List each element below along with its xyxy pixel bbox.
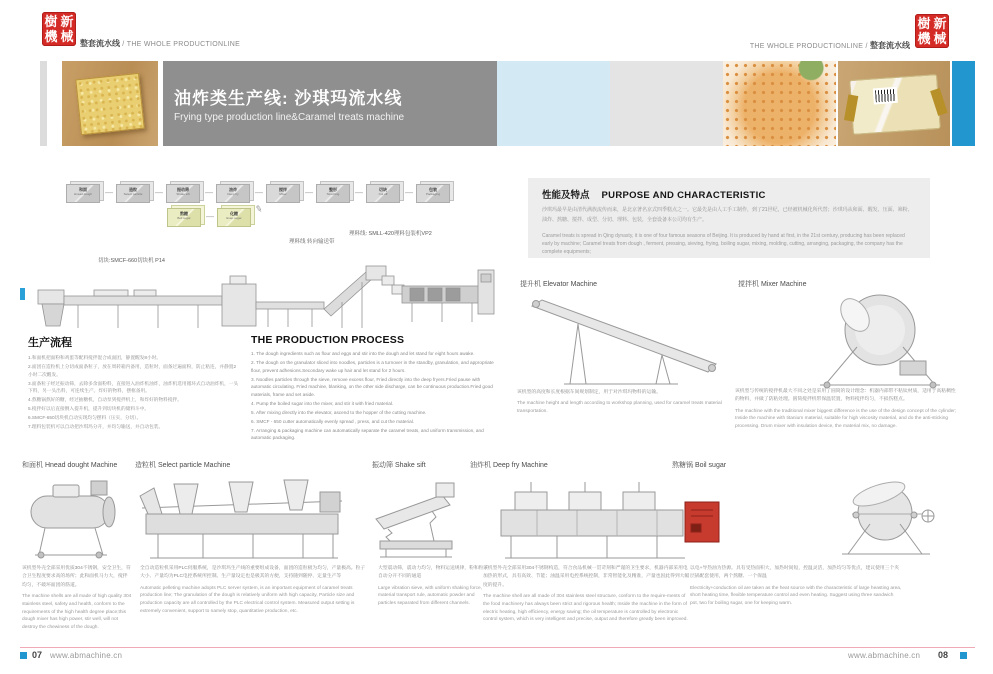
header-left-sep: / [120,41,127,48]
elevator-machine-desc [517,389,733,416]
flow-substep-card [167,208,201,228]
mixer-desc-en: The machine with the traditional mixer biggest difference is the use of the design concept of the cylinder; Inside the machine with titanium material, suitable for high viscosity material, and do the anti-sticking processing. Drum mixer with insulation device, the material mix, no damage. [735,408,957,430]
flow-step-zh: 油炸 [229,187,237,192]
fryer-machine-figure [497,470,727,562]
logo-chars-bottom: 新械 [933,16,947,46]
flow-step-en: Shake sift [176,192,190,196]
purpose-body-zh: 沙琪玛最早是由清代满族流传而来，是北京著名京式四季糕点之一。它最先是由人工手工制作，到了21世纪，已经被机械化所代替；沙琪玛从和面、醒发、压面、筛粉、油炸、熬糖、搅拌、成型、分切、理料、包装，全套设备本公司均有生产。 [542,207,913,223]
left-margin-marker [20,288,25,300]
process-en-item: 5. After mixing directly into the elevator, ascend to the hopper of the cutting machine. [251,409,427,415]
footer-site-right: www.abmachine.cn [848,651,921,660]
header-right-sep: / [863,43,870,50]
process-zh-item: 2.面团在造粒机上分切成面条粒子，放在周转箱内备用，造粒时，面条过遍面粉，防止粘连，并静置2小时二次醒发。 [28,364,237,377]
pellet-desc-zh: 全自动造粒机采用PLC伺服系统，是沙琪玛生产线的重要组成设备，面团的造粒极为均匀，产量极高。粒子大小、产量均为PLC电控系统所控制。生产量设定也是极其的方便，支持随到随停、定量生产等 [140,566,366,580]
flow-connector: — [305,188,313,197]
flow-step-en: Streching [326,192,340,196]
package-bag [849,74,941,135]
banner-blue-block [952,61,975,146]
dough-machine-desc [22,565,132,632]
flow-step-card [366,184,400,204]
flow-connector: — [205,188,213,197]
sieve-desc-en: Large vibration sieve, with uniform shaking force, material transport rule, automatic powder and particles separated from different channels. [378,585,482,607]
dough-desc-zh: 该机型外壳全部采用优质304不锈钢，安全卫生，符合卫生程度要求高的场所；此和面机马力大，搅拌均匀，不破坏面团的筋道。 [22,566,131,588]
process-zh-item: 6.SMCF-650切块机自动实现均匀摆料（压实，分切）。 [28,415,142,421]
flow-step-en: Mixer [279,192,287,196]
fryer-machine-label: 油炸机 Deep fry Machine [470,462,548,469]
flow-connector: — [255,188,263,197]
caramel-closeup-photo [723,61,836,146]
sieve-machine-desc [378,565,490,608]
flow-connector: — [405,188,413,197]
package-photo [838,61,950,146]
process-en-item: 4. Pump the boiled sugar into the mixer, and stir it with fried material. [251,400,394,406]
purpose-title [542,187,916,201]
page-title-en: Frying type production line&Caramel treats machine [174,112,405,123]
flow-substep-card [217,208,251,228]
banner-title-block [163,61,497,146]
flow-step-card [116,184,150,204]
pellet-desc-en: Automatic pelleting machine adopts PLC server system, is an important equipment of caramel treats production line; The granulation of the dough is relatively uniform with high capacity, Particle size and production capacity are all controlled by the PLC electrical control system. Measured output setting is extremely convenient, support to namely stop, quantitative production, etc. [140,585,355,614]
page-number-left: 07 [32,650,43,660]
mixer-machine-figure [795,285,955,390]
sugar-machine-label: 熬糖锅 Boil sugar [672,462,727,469]
fryer-machine-desc [483,565,691,624]
purpose-title-en: PURPOSE AND CHARACTERISTIC [601,190,766,201]
process-en-item: 2. The dough on the granulator sliced into noodles, particles is a turnover in the standby, granulation, and appropriate flour, prevent adhesions.Secondary wake up hair and let stand for 2 hours. [251,360,494,373]
process-en-title: THE PRODUCTION PROCESS [251,334,405,346]
elevator-desc-en: The machine height and length according to workshop planning, used for caramel treats material transportation. [517,401,722,415]
header-right-zh: 整套流水线 [870,41,910,50]
dough-machine-figure [25,472,125,560]
header-right [660,35,910,53]
flow-step-en: Select particle [123,192,143,196]
process-zh-column [28,334,240,432]
package-end-right [930,88,948,116]
package-end-left [844,94,858,121]
process-zh-item: 7.理料包装机可以自动把沙琪玛分开，并均匀输送，并自动包装。 [28,424,164,430]
dough-desc-en: The machine shells are all made of high quality 304 stainless steel, safety and health, conform to the requirements of the high health degree place;this dough mixer has high power, stir well, will not destroy the chewiness of the dough. [22,594,132,630]
sachima-block [75,73,145,135]
sachima-photo [62,61,158,146]
pellet-machine-desc [140,565,368,615]
flow-step-zh: 搅拌 [279,187,287,192]
purpose-title-zh: 性能及特点 [542,190,590,201]
flow-step-card [266,184,300,204]
header-left-zh: 整套流水线 [80,39,120,48]
process-zh-item: 1.和面机把面粉和鸡蛋等配料搅拌混合成面团，静置醒发8小时。 [28,355,162,360]
sugar-kettle-figure [830,468,945,558]
header-right-en: THE WHOLE PRODUCTIONLINE [749,43,864,50]
process-en-item: 7. Arranging & packaging machine can automatically separate the caramel treats, and uniform transmission, and automatic packaging. [251,427,484,441]
flow-connector: — [105,188,113,197]
pencil-icon: ✎ [254,203,264,215]
page-number-right: 08 [938,650,949,660]
footer-right-square [960,652,967,659]
diagram-note-turn: 理料线 转向输送带 [289,239,335,245]
flow-step-en: Boil sugar [177,216,191,220]
mixer-desc-zh: 该机型与传统的搅拌机最大不同之处是采用了圆筒的设计理念：机器内部带不粘钛材质，适用于高粘稠性的物料，并做了防粘处理。圆筒搅拌机带保温装置，物料搅拌均匀，不损伤糕点。 [735,389,956,403]
process-zh-item: 5.搅拌好以后直接倒入提升机，提升到切块机的储料斗中。 [28,406,150,412]
brand-seal-logo-right [915,14,949,48]
process-en-item: 1. The dough ingredients such as flour and eggs and stir into the dough and let stand for eight hours awake. [251,351,475,356]
flow-step-en: Packaging [425,192,440,196]
brand-seal-logo-left [42,12,76,46]
purpose-body-en: Caramel treats is spread in Qing dynasty, it is one of four famous seasons of Beijing. It is produced by hand at first, in the 21st century, producing has been replaced early by machine; Caramel treats from dough , ferment, pressing, sieving, frying, boiling sugar, mixing, molding, cutting, arranging, packaging, the company has the complete equipments; [542,232,905,255]
flow-step-card [316,184,350,204]
diagram-note-cutter: 切块:SMCF-660切块机 P14 [98,258,165,264]
pellet-machine-label: 造粒机 Select particle Machine [135,462,231,469]
banner-lightgray-block [610,61,723,146]
flow-connector: — [355,188,363,197]
process-zh-title: 生产流程 [28,337,72,349]
process-en-item: 3. Noodles particles through the sieve, remove excess flour, Fried directly into the deep fryers.Fried pause with automatic circulating. Fried machine, blanking, on the other side discharge, can be continuous production.Fried good materials, frame and set aside. [251,376,493,397]
pellet-machine-figure [138,468,353,563]
process-zh-item: 4.熬糖锅熬好的糖，经过抽糖机，自动泵到搅拌机上，和炸好的物料搅拌。 [28,397,182,403]
flow-step-zh: 化糖 [230,211,238,216]
flow-step-card [66,184,100,204]
header-left [80,33,240,51]
production-line-drawing [30,226,495,336]
banner-left-strip [40,61,47,146]
mixer-machine-desc [735,388,959,431]
flow-step-en: Deep fry [227,192,239,196]
fryer-desc-zh: 该机型外壳全部采用304不锈钢构造，符合食品机械一贯苛刻和严谨的卫生要求，机器内部采用电加热的形式，具有高效、节能；油温采用电控系统控制，非常智能化及精准，产量也因此得到大幅度的提升。 [483,566,690,588]
sieve-machine-label: 振动筛 Shake sift [372,462,426,469]
flow-step-zh: 整形 [329,187,337,192]
sugar-machine-desc [690,565,902,608]
fryer-desc-en: The machine shell are all made of 304 stainless steel structure, conform to the require-ments of the food machinery has always been strict and rigorous health; Inside the machine in the form of electric heating, high efficiency, energy saving; the oil temperature is controlled by electronic control system, which is very intelligent and precise, output and therefore greatly been improved. [483,594,688,623]
sieve-machine-figure [370,475,465,560]
flow-step-card [166,184,200,204]
barcode [873,87,898,105]
banner-lightblue-block [497,61,610,146]
elevator-desc-zh: 该机型的高度和长度根据车间规划制定，用于对沙琪玛物料的运输。 [517,390,661,395]
logo-chars-top: 樹機 [44,14,58,44]
flow-step-zh: 振动筛 [177,187,189,192]
flow-step-zh: 切块 [379,187,387,192]
flow-step-en: Evap sugar [226,216,242,220]
sugar-desc-en: Electricity+conduction oil are taken as the heat source with the characteristic of large heasting area, short heating time, flexible temperature control and even heating. Suggest using three sandwich pot, two for boiling sugar, one for keeping warm. [690,585,902,607]
process-en-column [251,334,497,443]
footer-rule [20,647,975,648]
page-title-zh: 油炸类生产线: 沙琪玛流水线 [174,89,403,108]
flow-step-zh: 造粒 [129,187,137,192]
flow-step-zh: 包装 [429,187,437,192]
header-left-en: THE WHOLE PRODUCTIONLINE [126,41,241,48]
flow-step-en: Hnead dough [73,192,93,196]
flow-step-card [216,184,250,204]
elevator-machine-label: 提升机 Elevator Machine [520,281,598,288]
sieve-desc-zh: 大型震动筛，震动力均匀，物料运送规律，粉和粒子自动分开不同的通道 [378,566,489,580]
sugar-desc-zh: 以电+导热油为热源。具有受热面积大，加热时间短，控温灵活，加热均匀等优点，建议使用三个夹层锅配套使用，两个熬糖、一个保温 [690,566,900,580]
dough-machine-label: 和面机 Hnead dought Machine [22,462,118,469]
footer-left-square [20,652,27,659]
process-zh-item: 3.面条粒子经过振动筛，去除多余面粉料，直接进入油炸机油炸，油炸机选用循环式自动油炸机，一头下料，另一头出料，可连续生产。炸好的物料，摆框备用。 [28,380,239,394]
process-en-item: 6. SMCF - 650 cutter automatically evenly spread , press, and cut the material. [251,418,415,424]
elevator-machine-figure [520,292,730,387]
flow-connector: — [155,188,163,197]
flow-step-card [416,184,450,204]
logo-chars-top: 樹機 [917,16,931,46]
footer-site-left: www.abmachine.cn [50,651,123,660]
mixer-machine-label: 搅拌机 Mixer Machine [738,281,807,288]
flow-step-zh: 和面 [79,187,87,192]
diagram-note-pack: 理料线: SMLL-420理料包装机VP2 [349,231,432,237]
logo-chars-bottom: 新械 [60,14,74,44]
purpose-panel [528,178,930,258]
flow-step-en: Cut off [378,192,388,196]
flow-connector: — [206,212,214,221]
flow-step-zh: 熬糖 [180,211,188,216]
